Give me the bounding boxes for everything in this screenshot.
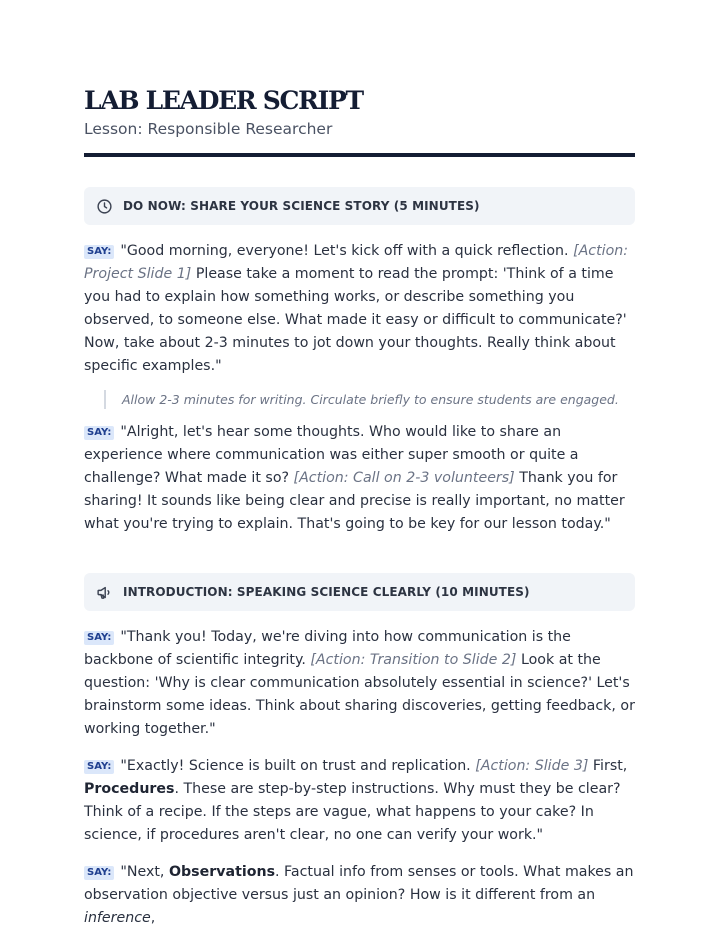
action-cue: [Action: Project Slide 1]: [84, 243, 629, 282]
speech-text: Thank you for sharing! It sounds like being clear and precise is really important, no matter what you're trying to explain. That's going to be key for our lesson today.": [84, 470, 625, 532]
say-badge: SAY:: [84, 426, 114, 440]
teacher-note: Allow 2-3 minutes for writing. Circulate briefly to ensure students are engaged.: [104, 390, 635, 409]
action-cue: [Action: Call on 2-3 volunteers]: [293, 470, 515, 486]
header-divider: [84, 153, 635, 157]
megaphone-icon: [96, 584, 113, 601]
speech-text: ,: [150, 910, 156, 926]
say-badge: SAY:: [84, 245, 114, 259]
section-header-do-now: [84, 187, 635, 225]
emphasis-term: inference: [84, 910, 151, 926]
speech-text: "Exactly! Science is built on trust and replication.: [120, 758, 476, 774]
speech-text: . Factual info from senses or tools. What makes an observation objective versus just an opinion? How is it different from an: [84, 864, 634, 903]
say-badge: SAY:: [84, 866, 114, 880]
speech-text: "Alright, let's hear some thoughts. Who would like to share an experience where communication was either super smooth or quite a challenge? What made it so?: [84, 424, 579, 486]
script-paragraph: [84, 626, 635, 741]
script-paragraph: [84, 755, 635, 847]
speech-text: "Next,: [120, 864, 169, 880]
script-paragraph: [84, 240, 635, 378]
speech-text: Please take a moment to read the prompt: 'Think of a time you had to explain how something works, or describe something you observed, to someone else. What made it easy or difficult to communicate?' Now, take about 2-3 minutes to jot down your thoughts. Really think about specific examples.": [84, 266, 627, 374]
section-heading: DO NOW: SHARE YOUR SCIENCE STORY (5 MINUTES): [123, 199, 480, 213]
say-badge: SAY:: [84, 760, 114, 774]
clock-icon: [96, 198, 113, 215]
script-document: [84, 84, 635, 930]
script-paragraph: [84, 861, 635, 930]
action-cue: [Action: Slide 3]: [475, 758, 589, 774]
page-title: LAB LEADER SCRIPT: [84, 86, 363, 115]
action-cue: [Action: Transition to Slide 2]: [310, 652, 517, 668]
speech-text: "Thank you! Today, we're diving into how communication is the backbone of scientific integrity.: [84, 629, 571, 668]
key-term: Procedures: [84, 781, 175, 797]
speech-text: Look at the question: 'Why is clear communication absolutely essential in science?' Let's brainstorm some ideas. Think about sharing discoveries, getting feedback, or working together.": [84, 652, 635, 737]
speech-text: First,: [588, 758, 628, 774]
speech-text: "Good morning, everyone! Let's kick off with a quick reflection.: [120, 243, 574, 259]
say-badge: SAY:: [84, 631, 114, 645]
speech-text: . These are step-by-step instructions. Why must they be clear? Think of a recipe. If the steps are vague, what happens to your cake? In science, if procedures aren't clear, no one can verify your work.": [84, 781, 621, 843]
section-heading: INTRODUCTION: SPEAKING SCIENCE CLEARLY (10 MINUTES): [123, 585, 530, 599]
lesson-subtitle: Lesson: Responsible Researcher: [84, 120, 333, 138]
key-term: Observations: [168, 864, 276, 880]
section-header-introduction: [84, 573, 635, 611]
script-paragraph: [84, 421, 635, 536]
